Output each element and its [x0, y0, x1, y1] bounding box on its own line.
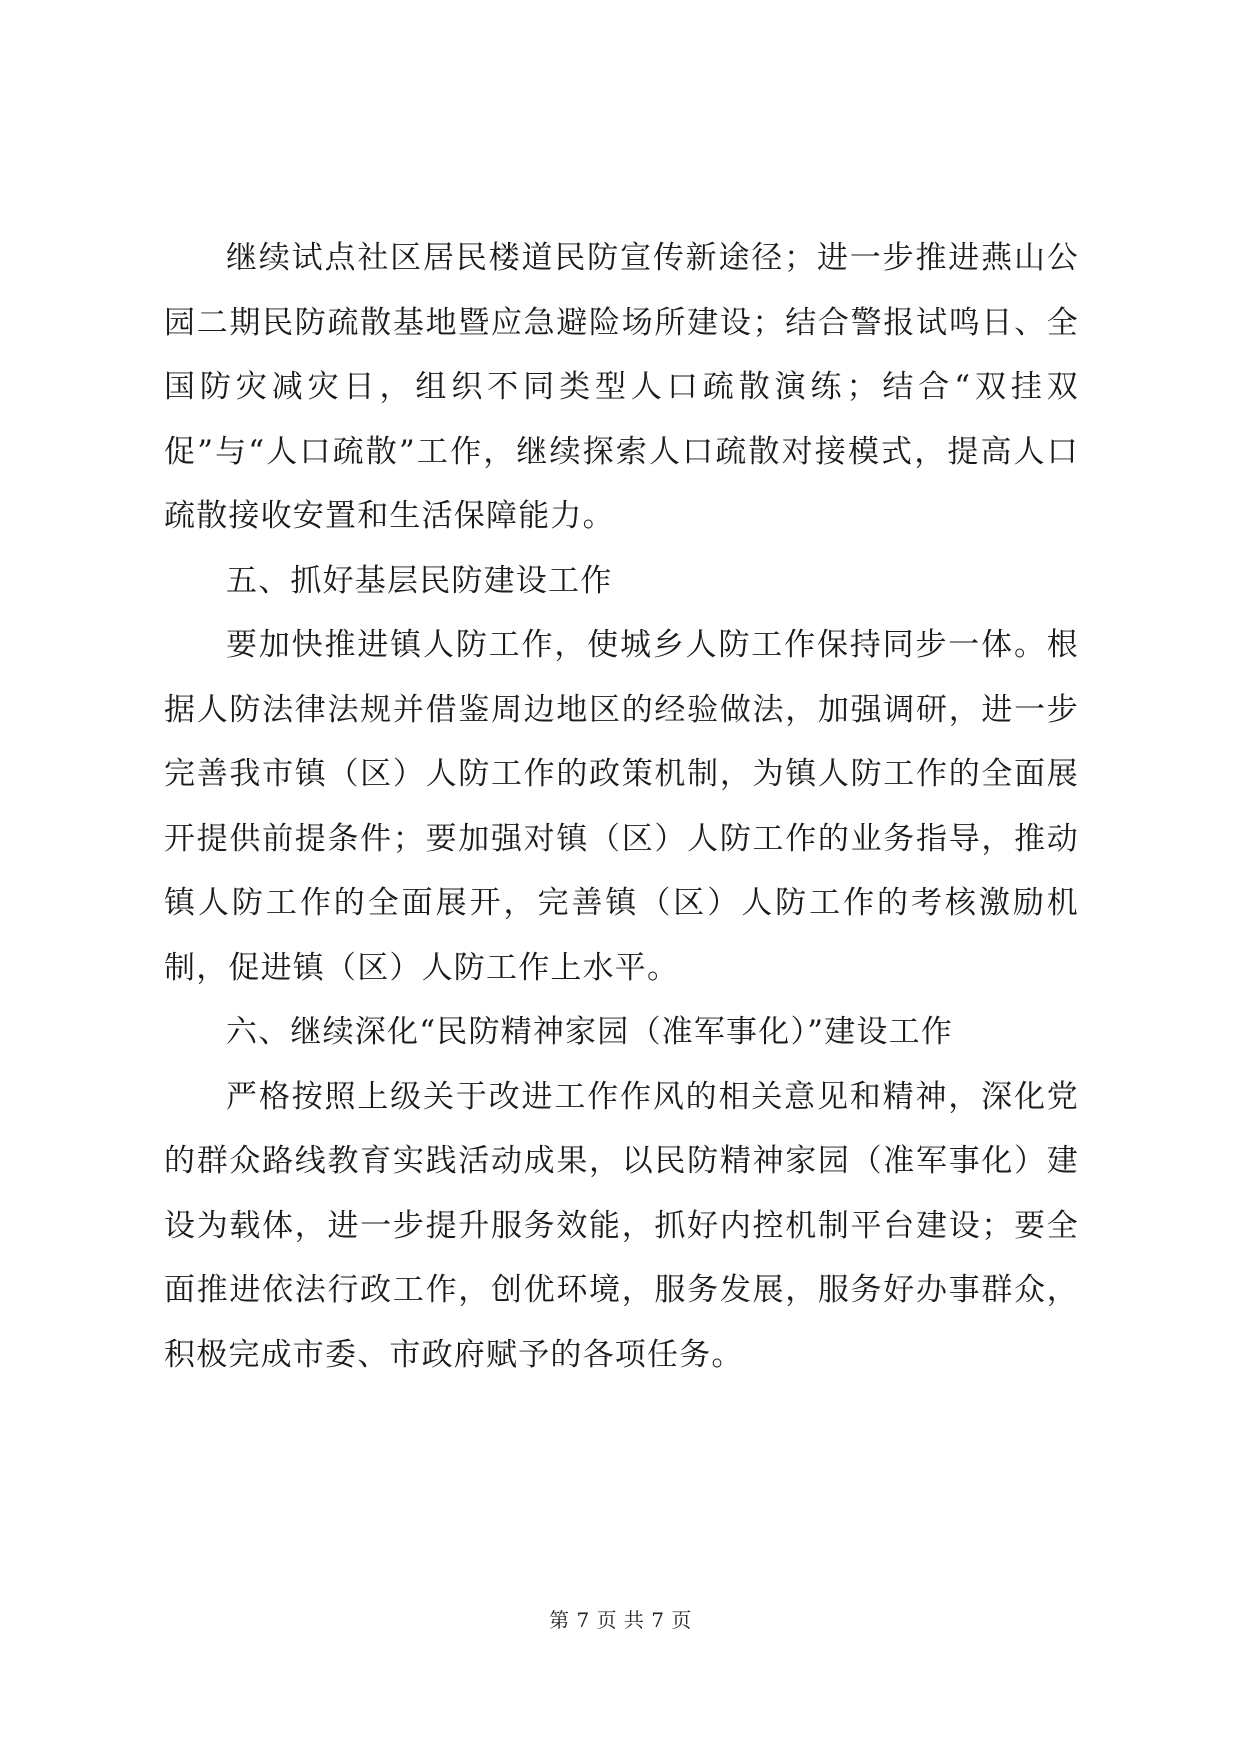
paragraph-spiritual-home: 严格按照上级关于改进工作作风的相关意见和精神，深化党的群众路线教育实践活动成果，以民防精神家园（准军事化）建设为载体，进一步提升服务效能，抓好内控机制平台建设；要全面推进依法行政工作，创优环境，服务发展，服务好办事群众，积极完成市委、市政府赋予的各项任务。: [164, 1078, 1079, 1373]
section-heading-6: 六、继续深化“民防精神家园（准军事化）”建设工作: [226, 1014, 953, 1050]
page-number-footer: 第 7 页 共 7 页: [549, 1608, 692, 1632]
document-body: [164, 226, 1079, 1387]
section-heading-5: 五、抓好基层民防建设工作: [226, 562, 613, 599]
paragraph-evacuation: 继续试点社区居民楼道民防宣传新途径；进一步推进燕山公园二期民防疏散基地暨应急避险场所建设；结合警报试鸣日、全国防灾减灾日，组织不同类型人口疏散演练；结合“双挂双促”与“人口疏散”工作，继续探索人口疏散对接模式，提高人口疏散接收安置和生活保障能力。: [164, 240, 1079, 534]
paragraph-grassroots: 要加快推进镇人防工作，使城乡人防工作保持同步一体。根据人防法律法规并借鉴周边地区的经验做法，加强调研，进一步完善我市镇（区）人防工作的政策机制，为镇人防工作的全面展开提供前提条件；要加强对镇（区）人防工作的业务指导，推动镇人防工作的全面展开，完善镇（区）人防工作的考核激励机制，促进镇（区）人防工作上水平。: [164, 627, 1079, 986]
